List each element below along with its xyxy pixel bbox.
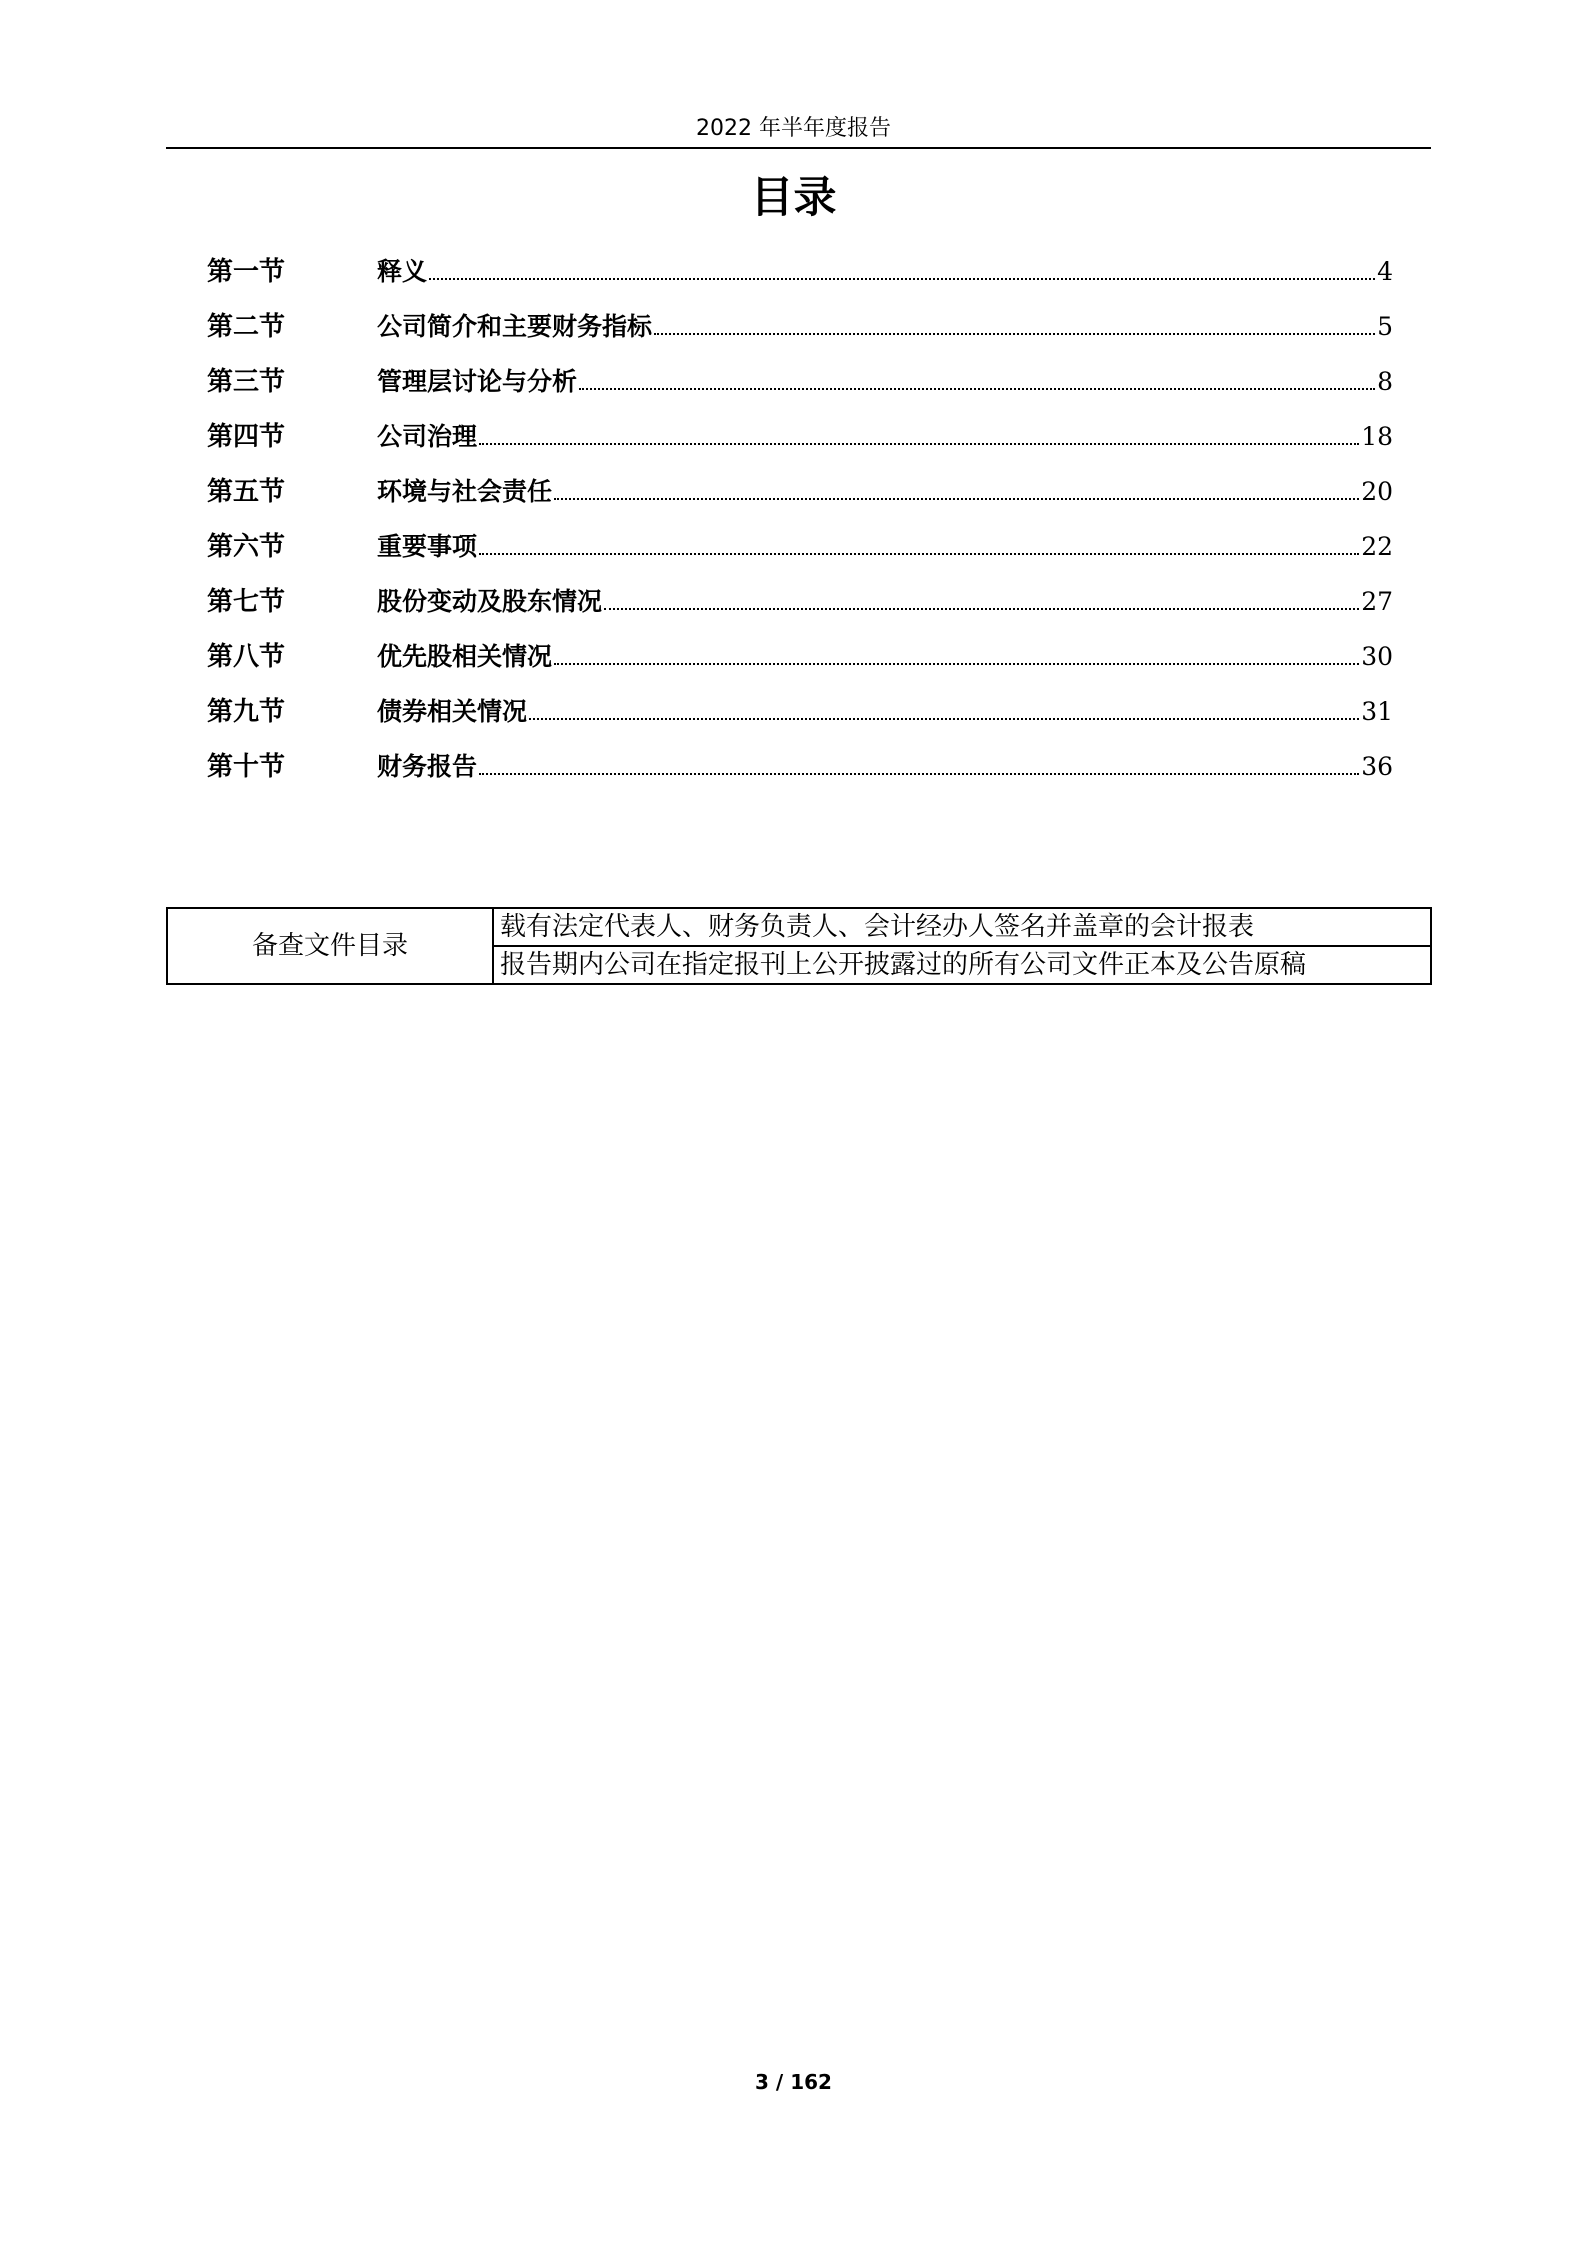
toc-page-number: 20 — [1361, 477, 1393, 506]
toc-page-number: 31 — [1361, 697, 1393, 726]
report-header-title: 2022 年半年度报告 — [696, 116, 891, 141]
dot-leader — [479, 442, 1359, 445]
toc-entry[interactable] — [207, 527, 1393, 582]
toc-entry[interactable] — [207, 637, 1393, 692]
toc-entry[interactable] — [207, 472, 1393, 527]
toc-section-label[interactable]: 重要事项 — [377, 532, 478, 561]
dot-leader — [429, 277, 1375, 280]
toc-list — [207, 252, 1393, 802]
dot-leader — [654, 332, 1375, 335]
dot-leader — [554, 497, 1359, 500]
toc-section-label[interactable]: 管理层讨论与分析 — [377, 367, 578, 396]
toc-section-number: 第二节 — [207, 312, 286, 342]
toc-page-number: 5 — [1377, 312, 1393, 341]
header-divider — [166, 147, 1431, 149]
toc-section-number: 第十节 — [207, 752, 286, 782]
toc-entry[interactable] — [207, 582, 1393, 637]
toc-section-number: 第四节 — [207, 422, 286, 452]
toc-entry[interactable] — [207, 252, 1393, 307]
toc-page-number: 22 — [1361, 532, 1393, 561]
toc-entry[interactable] — [207, 747, 1393, 802]
toc-section-label[interactable]: 环境与社会责任 — [377, 477, 553, 506]
toc-entry[interactable] — [207, 307, 1393, 362]
dot-leader — [604, 607, 1359, 610]
reference-documents-table — [166, 907, 1432, 985]
toc-entry[interactable] — [207, 692, 1393, 747]
toc-section-number: 第六节 — [207, 532, 286, 562]
toc-section-number: 第九节 — [207, 697, 286, 727]
toc-section-label[interactable]: 公司简介和主要财务指标 — [377, 312, 653, 341]
toc-section-number: 第三节 — [207, 367, 286, 397]
toc-page-number: 4 — [1377, 257, 1393, 286]
toc-section-number: 第一节 — [207, 257, 286, 287]
toc-section-number: 第七节 — [207, 587, 286, 617]
table-row — [167, 908, 1431, 946]
toc-page-number: 30 — [1361, 642, 1393, 671]
dot-leader — [529, 717, 1359, 720]
toc-page-number: 18 — [1361, 422, 1393, 451]
dot-leader — [479, 772, 1359, 775]
dot-leader — [479, 552, 1359, 555]
toc-section-label[interactable]: 债券相关情况 — [377, 697, 528, 726]
reference-document-item: 载有法定代表人、财务负责人、会计经办人签名并盖章的会计报表 — [493, 908, 1431, 946]
toc-entry[interactable] — [207, 362, 1393, 417]
toc-section-label[interactable]: 优先股相关情况 — [377, 642, 553, 671]
toc-title: 目录 — [750, 173, 837, 223]
toc-section-label[interactable]: 公司治理 — [377, 422, 478, 451]
reference-document-item: 报告期内公司在指定报刊上公开披露过的所有公司文件正本及公告原稿 — [493, 946, 1431, 984]
dot-leader — [554, 662, 1359, 665]
toc-page-number: 27 — [1361, 587, 1393, 616]
toc-section-label[interactable]: 财务报告 — [377, 752, 478, 781]
toc-section-label[interactable]: 股份变动及股东情况 — [377, 587, 603, 616]
toc-page-number: 36 — [1361, 752, 1393, 781]
toc-section-number: 第五节 — [207, 477, 286, 507]
toc-section-label[interactable]: 释义 — [377, 257, 428, 286]
toc-page-number: 8 — [1377, 367, 1393, 396]
reference-documents-label: 备查文件目录 — [167, 908, 493, 984]
toc-entry[interactable] — [207, 417, 1393, 472]
dot-leader — [579, 387, 1375, 390]
page-indicator: 3 / 162 — [755, 2070, 832, 2094]
toc-section-number: 第八节 — [207, 642, 286, 672]
